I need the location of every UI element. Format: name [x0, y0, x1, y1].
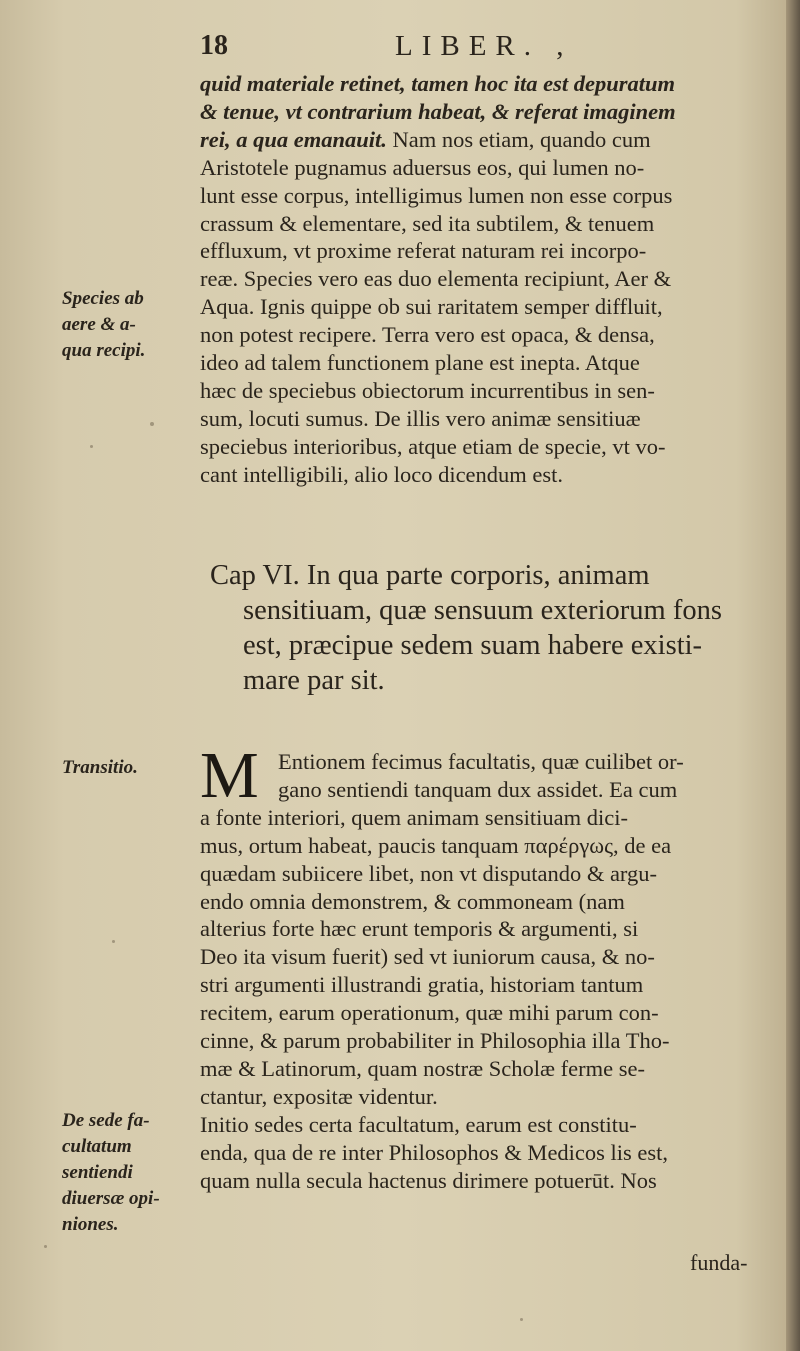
text-line: Initio sedes certa facultatum, earum est constitu-	[200, 1111, 637, 1137]
text-line: non potest recipere. Terra vero est opaca, & densa,	[200, 322, 655, 348]
marginal-note-line: qua recipi.	[62, 340, 146, 361]
page-number: 18	[200, 30, 228, 61]
chapter-heading-line: sensitiuam, quæ sensuum exteriorum fons	[243, 595, 722, 626]
text-line: Entionem fecimus facultatis, quæ cuilibet or-	[278, 749, 684, 774]
marginal-note-species	[62, 286, 192, 364]
text-line: sum, locuti sumus. De illis vero animæ sensitiuæ	[200, 405, 641, 431]
paper-speck	[90, 445, 93, 448]
text-line: Deo ita visum fuerit) sed vt iuniorum causa, & no-	[200, 944, 655, 970]
page-header	[200, 30, 780, 70]
chapter-heading-line: mare par sit.	[243, 665, 385, 696]
text-line: crassum & elementare, sed ita subtilem, & tenuem	[200, 210, 655, 236]
marginal-note-line: niones.	[62, 1214, 119, 1235]
text-line: reæ. Species vero eas duo elementa recipiunt, Aer &	[200, 266, 672, 292]
text-line: effluxum, vt proxime referat naturam rei incorpo-	[200, 238, 647, 264]
paper-speck	[112, 940, 115, 943]
text-line: ideo ad talem functionem plane est inepta. Atque	[200, 350, 640, 376]
text-line: hæc de speciebus obiectorum incurrentibus in sen-	[200, 377, 655, 403]
text-line: cant intelligibili, alio loco dicendum est.	[200, 461, 564, 487]
marginal-note-line: Transitio.	[62, 757, 138, 778]
text-line: recitem, earum operationum, quæ mihi parum con-	[200, 1000, 659, 1026]
text-line: a fonte interiori, quem animam sensitiuam dici-	[200, 804, 629, 830]
text-block-2	[200, 739, 780, 1195]
text-line: speciebus interioribus, atque etiam de specie, vt vo-	[200, 433, 666, 459]
text-line: mæ & Latinorum, quam nostræ Scholæ ferme se-	[200, 1055, 645, 1081]
chapter-heading-line: Cap VI. In qua parte corporis, animam	[210, 560, 650, 591]
marginal-note-transitio	[62, 755, 192, 781]
page-gutter-shadow	[786, 0, 800, 1351]
marginal-note-line: aere & a-	[62, 314, 136, 335]
text-line: quid materiale retinet, tamen hoc ita est depuratum	[200, 71, 676, 96]
marginal-note-de-sede	[62, 1108, 192, 1238]
marginal-note-line: cultatum	[62, 1136, 132, 1157]
text-line: cinne, & parum probabiliter in Philosophia illa Tho-	[200, 1028, 670, 1054]
text-line: gano sentiendi tanquam dux assidet. Ea cum	[278, 776, 678, 802]
text-line: ctantur, expositæ videntur.	[200, 1083, 438, 1109]
text-line: Aqua. Ignis quippe ob sui raritatem semper diffluit,	[200, 294, 663, 320]
text-line: endo omnia demonstrem, & commoneam (nam	[200, 888, 625, 914]
chapter-heading-line: est, præcipue sedem suam habere existi-	[243, 630, 703, 661]
text-line: & tenue, vt contrarium habeat, & referat imaginem	[200, 98, 676, 124]
text-line: mus, ortum habeat, paucis tanquam παρέργως, de ea	[200, 832, 672, 858]
text-line: enda, qua de re inter Philosophos & Medicos lis est,	[200, 1139, 669, 1165]
text-line: rei, a qua emanauit. Nam nos etiam, quando cum	[200, 126, 651, 152]
marginal-note-line: De sede fa-	[62, 1110, 150, 1131]
text-line: lunt esse corpus, intelligimus lumen non esse corpus	[200, 182, 673, 208]
paper-speck	[44, 1245, 47, 1248]
paper-speck	[150, 422, 154, 426]
text-block-1	[200, 70, 780, 489]
marginal-note-line: sentiendi	[62, 1162, 133, 1183]
paper-speck	[520, 1318, 523, 1321]
drop-capital: M	[200, 739, 259, 812]
text-line: stri argumenti illustrandi gratia, historiam tantum	[200, 972, 644, 998]
chapter-heading	[210, 558, 782, 698]
running-title: LIBER. ,	[395, 30, 573, 62]
text-line: Aristotele pugnamus aduersus eos, qui lumen no-	[200, 154, 645, 180]
catchword: funda-	[690, 1250, 748, 1275]
text-line: quam nulla secula hactenus dirimere potuerūt. Nos	[200, 1167, 657, 1193]
marginal-note-line: diuersæ opi-	[62, 1188, 160, 1209]
text-line: alterius forte hæc erunt temporis & argumenti, si	[200, 916, 639, 942]
text-line: quædam subiicere libet, non vt disputando & argu-	[200, 860, 658, 886]
marginal-note-line: Species ab	[62, 288, 144, 309]
